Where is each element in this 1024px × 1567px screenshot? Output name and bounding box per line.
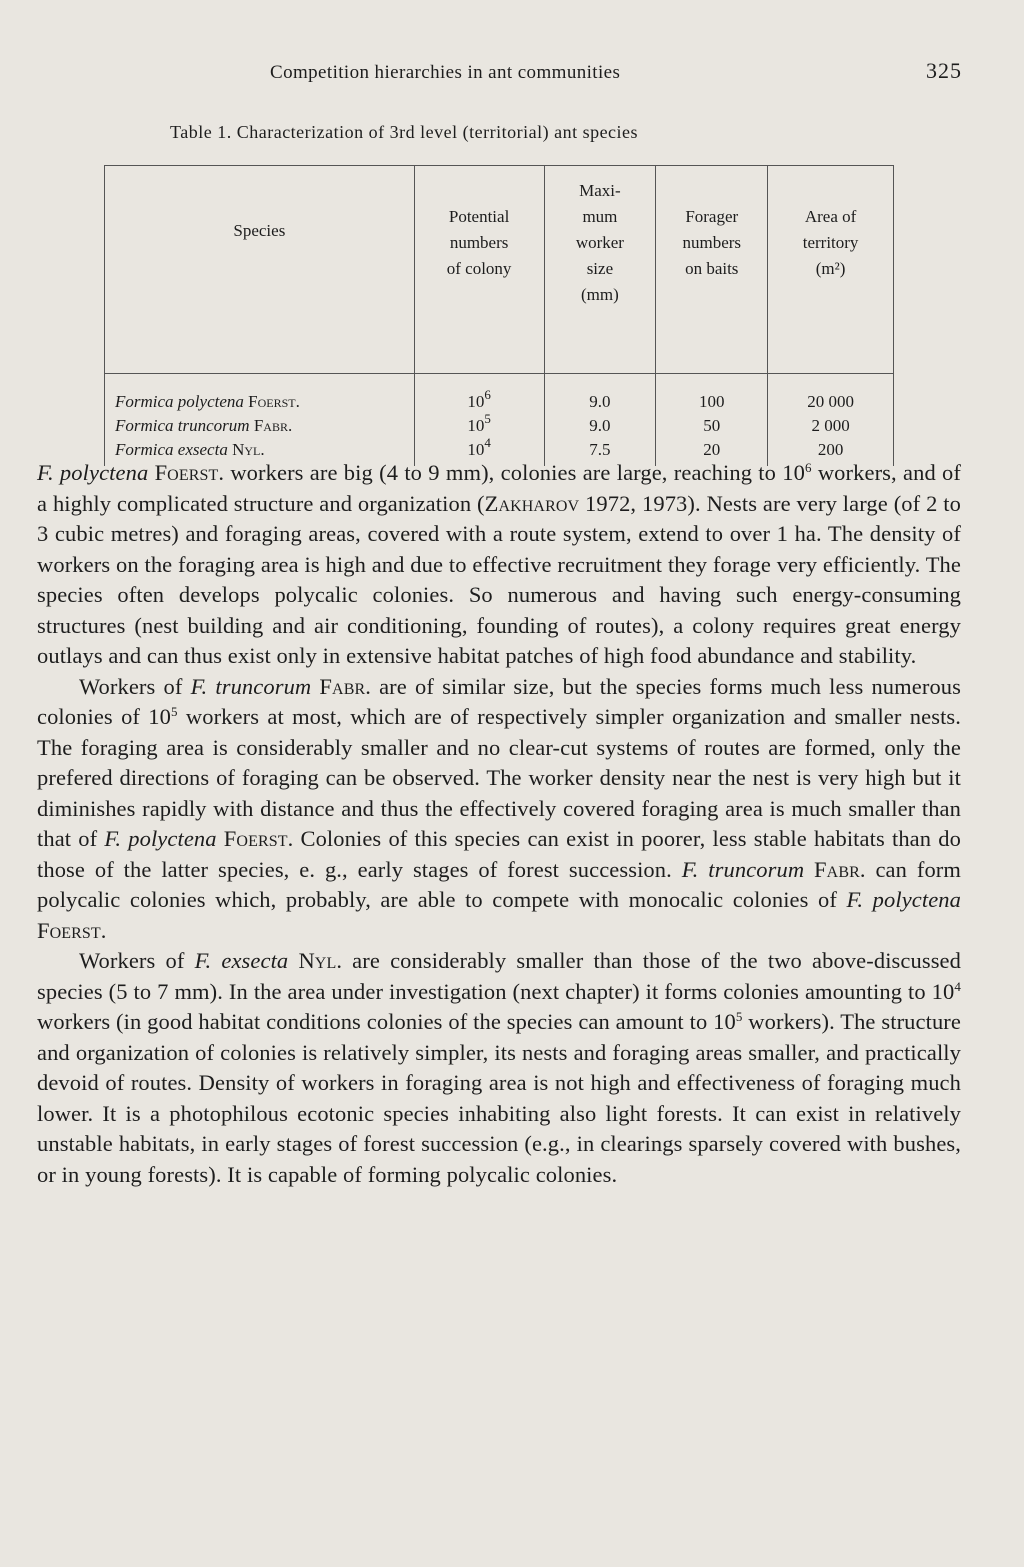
foragers-cell: 20 [656,438,768,466]
paragraph-exsecta: Workers of F. exsecta Nyl. are considerably smaller than those of the two above-discussed species (5 to 7 mm). In the area under investigation (next chapter) it forms colonies amounting to $10^4$ workers (in good habitat conditions colonies of the species can amount to $10^5$ workers). The structure and organization of colonies is relatively simpler, its nests and foraging areas smaller, and practically devoid of routes. Density of workers in foraging area is not high and effectiveness of foraging much lower. It is a photophilous ecotonic species inhabiting also light forests. It can exist in relatively unstable habitats, in early stages of forest succession (e.g., in clearings sparsely covered with bushes, or in young forests). It is capable of forming polycalic colonies. [37,948,961,1187]
species-header-label: Species [233,221,286,240]
header-line: territory [802,233,859,252]
table-row [105,414,894,438]
column-header-potential-numbers [414,166,544,374]
column-header-forager-numbers [656,166,768,374]
header-line: (mm) [581,285,619,304]
table-caption: Table 1. Characterization of 3rd level (territorial) ant species [170,122,639,142]
table-row [105,374,894,415]
genus: Formica [115,416,174,435]
species-cell [105,374,415,415]
foragers-cell: 100 [656,374,768,415]
area-cell: 2 000 [768,414,894,438]
area-cell: 200 [768,438,894,466]
colony-base: 10 [467,416,485,435]
size-cell: 9.0 [544,374,656,415]
running-header [270,58,962,92]
running-title: Competition hierarchies in ant communities [270,62,621,83]
area-cell: 20 000 [768,374,894,415]
colony-cell [414,411,544,438]
header-line: on baits [685,259,739,278]
header-line: Forager [685,207,739,226]
author: Foerst. [248,392,300,411]
header-line: (m²) [815,259,846,278]
header-line: numbers [682,233,742,252]
body-text [37,458,961,1190]
colony-exponent: 4 [484,435,491,450]
header-line: Area of [804,207,857,226]
header-line: mum [582,207,618,226]
epithet: exsecta [177,440,228,459]
colony-cell [414,374,544,415]
colony-base: 10 [467,440,485,459]
header-line: size [586,259,614,278]
colony-exponent: 5 [484,411,491,426]
genus: Formica [115,392,174,411]
paragraph-truncorum: Workers of F. truncorum Fabr. are of similar size, but the species forms much less numerous colonies of $10^5$ workers at most, which are of respectively simpler organization and smaller nests. The foraging area is considerably smaller and no clear-cut systems of routes are formed, only the prefered directions of foraging can be observed. The worker density near the nest is very high but it diminishes rapidly with distance and thus the effectively covered foraging area is much smaller than that of F. polyctena Foerst. Colonies of this species can exist in poorer, less stable habitats than do those of the latter species, e. g., early stages of forest succession. F. truncorum Fabr. can form polycalic colonies which, probably, are able to compete with monocalic colonies of F. polyctena Foerst. [37,673,962,943]
header-line: of colony [446,259,512,278]
species-table [104,165,894,466]
size-cell: 9.0 [544,414,656,438]
epithet: truncorum [177,416,250,435]
column-header-area-of-territory [768,166,894,374]
page-number: 325 [926,58,962,83]
column-header-max-worker-size [544,166,656,374]
header-line: worker [575,233,624,252]
header-line: Potential [448,207,510,226]
author: Fabr. [253,416,293,435]
header-line: numbers [449,233,509,252]
species-cell [105,414,415,438]
genus: Formica [115,440,174,459]
epithet: polyctena [177,392,244,411]
column-header-species [105,166,415,374]
author: Nyl. [232,440,265,459]
foragers-cell: 50 [656,414,768,438]
header-line: Maxi- [579,181,621,200]
size-cell: 7.5 [544,438,656,466]
colony-base: 10 [467,392,485,411]
colony-exponent: 6 [484,387,491,402]
paragraph-polyctena: F. polyctena Foerst. workers are big (4 to 9 mm), colonies are large, reaching to $10^6$ workers, and of a highly complicated structure and organization (Zakharov 1972, 1973). Nests are very large (of 2 to 3 cubic metres) and foraging areas, covered with a route system, extend to over 1 ha. The density of workers on the foraging area is high and due to effective recruitment they forage very efficiently. The species often develops polycalic colonies. So numerous and having such energy-consuming structures (nest building and air conditioning, founding of routes), a colony requires great energy outlays and can thus exist only in extensive habitat patches of high food abundance and stability. [37,460,961,668]
